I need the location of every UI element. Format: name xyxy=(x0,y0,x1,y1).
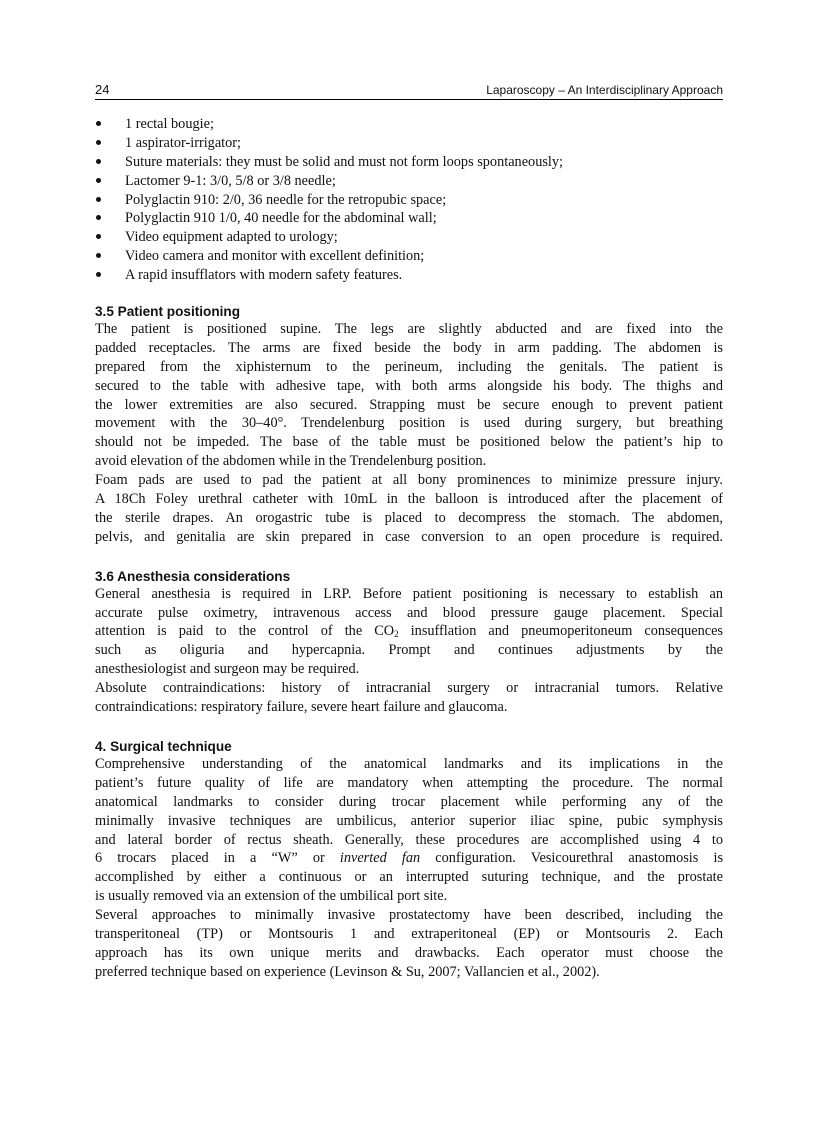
list-item: Suture materials: they must be solid and must not form loops spontaneously; xyxy=(95,153,723,172)
text-line: Comprehensive understanding of the anatomical landmarks and its implications in the xyxy=(95,755,723,772)
text-line: anatomical landmarks to consider during trocar placement while performing any of the xyxy=(95,793,723,810)
list-item: Polyglactin 910 1/0, 40 needle for the abdominal wall; xyxy=(95,209,723,228)
text-line: transperitoneal (TP) or Montsouris 1 and extraperitoneal (EP) or Montsouris 2. Each xyxy=(95,925,723,942)
subscript: 2 xyxy=(394,629,399,640)
bullet-icon xyxy=(96,272,101,277)
bullet-icon xyxy=(96,159,101,164)
list-item: Video equipment adapted to urology; xyxy=(95,228,723,247)
text-line: prepared from the xiphisternum to the perineum, including the genitals. The patient is xyxy=(95,358,723,375)
text-line: should not be impeded. The base of the table must be positioned below the patient’s hip to xyxy=(95,434,723,451)
section-heading: 4. Surgical technique xyxy=(95,738,232,754)
text-line: anesthesiologist and surgeon may be required. xyxy=(95,661,360,678)
section-surgical-technique xyxy=(95,739,723,982)
section-patient-positioning xyxy=(95,304,723,547)
list-item: Polyglactin 910: 2/0, 36 needle for the retropubic space; xyxy=(95,191,723,210)
list-item: 1 rectal bougie; xyxy=(95,115,723,134)
text-line: General anesthesia is required in LRP. Before patient positioning is necessary to establish an xyxy=(95,585,723,602)
section-heading: 3.5 Patient positioning xyxy=(95,304,241,320)
list-item: Lactomer 9-1: 3/0, 5/8 or 3/8 needle; xyxy=(95,172,723,191)
section-heading: 3.6 Anesthesia considerations xyxy=(95,568,291,584)
text-line: The patient is positioned supine. The legs are slightly abducted and are fixed into the xyxy=(95,321,723,338)
italic-term: inverted fan xyxy=(339,850,421,867)
text-line: Absolute contraindications: history of intracranial surgery or intracranial tumors. Relative xyxy=(95,680,723,697)
document-page xyxy=(95,80,723,982)
text-line: Foam pads are used to pad the patient at all bony prominences to minimize pressure injury. xyxy=(95,472,723,489)
section-anesthesia xyxy=(95,569,723,717)
text-line: 6 trocars placed in a “W” or inverted fan configuration. Vesicourethral anastomosis is xyxy=(95,850,723,867)
bullet-icon xyxy=(96,140,101,145)
text-line: approach has its own unique merits and drawbacks. Each operator must choose the xyxy=(95,944,723,961)
text-line: Several approaches to minimally invasive prostatectomy have been described, including the xyxy=(95,907,723,924)
text-line: preferred technique based on experience (Levinson & Su, 2007; Vallancien et al., 2002). xyxy=(95,963,600,980)
book-title: Laparoscopy – An Interdisciplinary Approach xyxy=(486,83,723,97)
bullet-icon xyxy=(96,121,101,126)
text-line: is usually removed via an extension of the umbilical port site. xyxy=(95,888,448,905)
bullet-icon xyxy=(96,234,101,239)
text-line: avoid elevation of the abdomen while in the Trendelenburg position. xyxy=(95,453,487,470)
text-line: accurate pulse oximetry, intravenous access and blood pressure gauge placement. Special xyxy=(95,604,723,621)
bullet-icon xyxy=(96,178,101,183)
text-line: attention is paid to the control of the $CO_2$ insufflation and pneumoperitoneum consequences xyxy=(95,623,723,640)
text-line: such as oliguria and hypercapnia. Prompt and continues adjustments by the xyxy=(95,642,723,659)
equipment-list xyxy=(95,115,723,285)
text-line: A 18Ch Foley urethral catheter with 10mL in the balloon is introduced after the placement of xyxy=(95,491,723,508)
text-line: minimally invasive techniques are umbilicus, anterior superior iliac spine, pubic symphysis xyxy=(95,812,723,829)
body-text xyxy=(95,115,723,982)
bullet-icon xyxy=(96,197,101,202)
text-line: contraindications: respiratory failure, severe heart failure and glaucoma. xyxy=(95,699,508,716)
text-line: the lower extremities are also secured. Strapping must be secure enough to prevent patient xyxy=(95,396,723,413)
list-item: A rapid insufflators with modern safety features. xyxy=(95,266,723,285)
text-line: padded receptacles. The arms are fixed beside the body in arm padding. The abdomen is xyxy=(95,339,723,356)
text-line: patient’s future quality of life are mandatory when attempting the procedure. The normal xyxy=(95,774,723,791)
text-line: pelvis, and genitalia are skin prepared in case conversion to an open procedure is required. xyxy=(95,528,723,545)
list-item: 1 aspirator-irrigator; xyxy=(95,134,723,153)
list-item: Video camera and monitor with excellent definition; xyxy=(95,247,723,266)
running-header xyxy=(95,80,723,100)
text-line: and lateral border of rectus sheath. Generally, these procedures are accomplished using 4 to xyxy=(95,831,723,848)
bullet-icon xyxy=(96,215,101,220)
text-line: secured to the table with adhesive tape, with both arms alongside his body. The thighs and xyxy=(95,377,723,394)
text-line: movement with the 30–40°. Trendelenburg position is used during surgery, but breathing xyxy=(95,415,723,432)
bullet-icon xyxy=(96,253,101,258)
page-number: 24 xyxy=(95,82,110,97)
text-line: accomplished by either a continuous or an interrupted suturing technique, and the prostate xyxy=(95,869,723,886)
text-line: the sterile drapes. An orogastric tube is placed to decompress the stomach. The abdomen, xyxy=(95,509,723,526)
